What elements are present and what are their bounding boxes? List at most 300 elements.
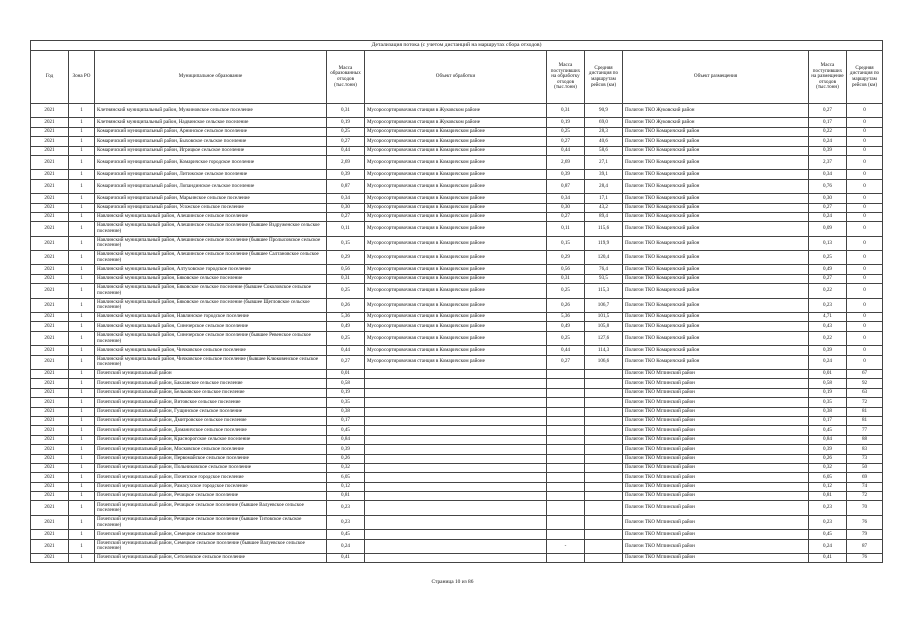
cell-disposal-object: Полигон ТКО Комаричский район xyxy=(623,265,809,274)
cell-municipality: Почепский муниципальный район, Краснорогское сельское поселение xyxy=(95,435,327,444)
cell-avg-distance-disposal: 73 xyxy=(847,454,883,463)
cell-zone: 1 xyxy=(69,127,95,136)
cell-mass-to-processing xyxy=(547,463,585,472)
cell-processing-object: Мусоросортировочная станция в Комаричском районе xyxy=(365,274,547,283)
cell-avg-distance-disposal: 69 xyxy=(847,473,883,482)
cell-disposal-object: Полигон ТКО Мглинский район xyxy=(623,398,809,407)
cell-avg-distance-processing xyxy=(585,482,623,491)
cell-municipality: Почепский муниципальный район, Доманичское сельское поселение xyxy=(95,426,327,435)
cell-avg-distance-disposal: 0 xyxy=(847,104,883,118)
cell-zone: 1 xyxy=(69,539,95,553)
cell-disposal-object: Полигон ТКО Комаричский район xyxy=(623,155,809,169)
cell-mass-to-disposal: 0,24 xyxy=(809,539,847,553)
cell-mass-to-disposal: 0,27 xyxy=(809,104,847,118)
cell-mass-generated: 0,15 xyxy=(327,236,365,250)
cell-disposal-object: Полигон ТКО Комаричский район xyxy=(623,127,809,136)
cell-zone: 1 xyxy=(69,146,95,155)
cell-processing-object xyxy=(365,388,547,397)
cell-avg-distance-processing xyxy=(585,445,623,454)
cell-mass-generated: 0,35 xyxy=(327,398,365,407)
cell-processing-object: Мусоросортировочная станция в Комаричском районе xyxy=(365,284,547,298)
cell-zone: 1 xyxy=(69,369,95,378)
cell-year: 2021 xyxy=(31,454,69,463)
cell-mass-generated: 0,25 xyxy=(327,127,365,136)
cell-zone: 1 xyxy=(69,170,95,179)
cell-avg-distance-disposal: 0 xyxy=(847,118,883,127)
cell-zone: 1 xyxy=(69,501,95,515)
cell-zone: 1 xyxy=(69,155,95,169)
table-row xyxy=(31,388,883,397)
cell-processing-object: Мусоросортировочная станция в Комаричском районе xyxy=(365,155,547,169)
cell-mass-generated: 0,34 xyxy=(327,194,365,203)
cell-disposal-object: Полигон ТКО Комаричский район xyxy=(623,170,809,179)
table-row xyxy=(31,515,883,529)
cell-municipality: Комаричский муниципальный район, Арнинское сельское поселение xyxy=(95,127,327,136)
cell-avg-distance-processing: 120,4 xyxy=(585,251,623,265)
cell-processing-object xyxy=(365,554,547,563)
cell-municipality: Навлинский муниципальный район, Бяковское сельское поселение (бывшее Щегловское сельское поселение) xyxy=(95,298,327,312)
cell-disposal-object: Полигон ТКО Мглинский район xyxy=(623,482,809,491)
cell-mass-to-processing: 0,25 xyxy=(547,127,585,136)
cell-avg-distance-disposal: 76 xyxy=(847,554,883,563)
cell-municipality: Навлинский муниципальный район, Чичковское сельское поселение xyxy=(95,346,327,355)
cell-mass-to-processing: 0,39 xyxy=(547,170,585,179)
cell-mass-generated: 0,27 xyxy=(327,355,365,369)
cell-avg-distance-processing xyxy=(585,435,623,444)
cell-disposal-object: Полигон ТКО Мглинский район xyxy=(623,539,809,553)
cell-zone: 1 xyxy=(69,355,95,369)
table-row xyxy=(31,346,883,355)
cell-mass-to-processing xyxy=(547,416,585,425)
cell-mass-to-disposal: 0,01 xyxy=(809,369,847,378)
cell-disposal-object: Полигон ТКО Мглинский район xyxy=(623,369,809,378)
cell-municipality: Почепский муниципальный район, Сетолевское сельское поселение xyxy=(95,554,327,563)
data-table-page xyxy=(30,40,882,563)
cell-municipality: Навлинский муниципальный район, Чичковское сельское поселение (бывшее Клюковенское сельское поселение) xyxy=(95,355,327,369)
table-row xyxy=(31,473,883,482)
table-row xyxy=(31,203,883,212)
cell-year: 2021 xyxy=(31,222,69,236)
cell-mass-to-processing: 0,56 xyxy=(547,265,585,274)
cell-processing-object: Мусоросортировочная станция в Жуковском районе xyxy=(365,118,547,127)
cell-year: 2021 xyxy=(31,137,69,146)
cell-zone: 1 xyxy=(69,203,95,212)
cell-processing-object: Мусоросортировочная станция в Комаричском районе xyxy=(365,212,547,221)
cell-avg-distance-processing xyxy=(585,554,623,563)
table-row xyxy=(31,170,883,179)
table-row xyxy=(31,251,883,265)
cell-avg-distance-processing: 40,6 xyxy=(585,137,623,146)
cell-year: 2021 xyxy=(31,473,69,482)
cell-mass-generated: 0,87 xyxy=(327,179,365,193)
cell-avg-distance-processing xyxy=(585,426,623,435)
cell-mass-generated: 2,69 xyxy=(327,155,365,169)
cell-mass-generated: 0,25 xyxy=(327,331,365,345)
table-row xyxy=(31,539,883,553)
cell-disposal-object: Полигон ТКО Комаричский район xyxy=(623,355,809,369)
cell-disposal-object: Полигон ТКО Мглинский район xyxy=(623,388,809,397)
cell-municipality: Навлинский муниципальный район, Алешинское сельское поселение (бывшее Пролысовское сельское поселение) xyxy=(95,236,327,250)
cell-processing-object xyxy=(365,473,547,482)
cell-avg-distance-disposal: 0 xyxy=(847,313,883,322)
cell-mass-to-processing: 0,34 xyxy=(547,194,585,203)
cell-avg-distance-processing: 43,2 xyxy=(585,203,623,212)
cell-avg-distance-processing: 69,0 xyxy=(585,118,623,127)
cell-municipality: Навлинский муниципальный район, Алтуховское городское поселение xyxy=(95,265,327,274)
cell-avg-distance-processing xyxy=(585,501,623,515)
table-row xyxy=(31,146,883,155)
cell-year: 2021 xyxy=(31,104,69,118)
cell-mass-to-processing: 0,25 xyxy=(547,284,585,298)
cell-mass-to-processing: 0,27 xyxy=(547,355,585,369)
cell-processing-object: Мусоросортировочная станция в Комаричском районе xyxy=(365,179,547,193)
cell-mass-to-processing xyxy=(547,482,585,491)
cell-processing-object xyxy=(365,539,547,553)
cell-avg-distance-disposal: 0 xyxy=(847,212,883,221)
cell-year: 2021 xyxy=(31,274,69,283)
cell-mass-to-disposal: 0,34 xyxy=(809,170,847,179)
cell-year: 2021 xyxy=(31,118,69,127)
table-row xyxy=(31,104,883,118)
cell-municipality: Навлинский муниципальный район, Алешинское сельское поселение (бывшее Вздруженское сельское поселение) xyxy=(95,222,327,236)
cell-zone: 1 xyxy=(69,346,95,355)
cell-zone: 1 xyxy=(69,222,95,236)
table-row xyxy=(31,501,883,515)
table-row xyxy=(31,426,883,435)
cell-mass-to-processing xyxy=(547,554,585,563)
cell-zone: 1 xyxy=(69,284,95,298)
cell-disposal-object: Полигон ТКО Комаричский район xyxy=(623,137,809,146)
cell-disposal-object: Полигон ТКО Комаричский район xyxy=(623,313,809,322)
cell-mass-to-disposal: 6,05 xyxy=(809,473,847,482)
cell-zone: 1 xyxy=(69,313,95,322)
cell-avg-distance-disposal: 0 xyxy=(847,236,883,250)
header-mass-to-disposal: Масса поступивших на размещение отходов (тыс.тонн) xyxy=(809,51,847,104)
cell-mass-generated: 0,39 xyxy=(327,445,365,454)
table-row xyxy=(31,155,883,169)
cell-zone: 1 xyxy=(69,118,95,127)
cell-avg-distance-disposal: 0 xyxy=(847,298,883,312)
table-body xyxy=(31,104,883,563)
page-number: Страница 10 из 86 xyxy=(431,579,474,585)
header-disposal-object: Объект размещения xyxy=(623,51,809,104)
cell-avg-distance-disposal: 72 xyxy=(847,398,883,407)
cell-mass-generated: 0,49 xyxy=(327,322,365,331)
table-row xyxy=(31,331,883,345)
cell-mass-to-processing xyxy=(547,379,585,388)
table-row xyxy=(31,554,883,563)
cell-disposal-object: Полигон ТКО Жуковский район xyxy=(623,104,809,118)
cell-avg-distance-processing xyxy=(585,515,623,529)
cell-processing-object xyxy=(365,445,547,454)
cell-mass-to-disposal: 0,24 xyxy=(809,355,847,369)
cell-mass-to-processing: 0,11 xyxy=(547,222,585,236)
cell-disposal-object: Полигон ТКО Жуковский район xyxy=(623,118,809,127)
cell-disposal-object: Полигон ТКО Комаричский район xyxy=(623,179,809,193)
table-row xyxy=(31,398,883,407)
cell-processing-object: Мусоросортировочная станция в Комаричском районе xyxy=(365,298,547,312)
cell-municipality: Почепский муниципальный район, Бакланское сельское поселение xyxy=(95,379,327,388)
cell-avg-distance-processing: 90,9 xyxy=(585,104,623,118)
cell-processing-object: Мусоросортировочная станция в Комаричском районе xyxy=(365,146,547,155)
cell-year: 2021 xyxy=(31,265,69,274)
cell-zone: 1 xyxy=(69,398,95,407)
cell-zone: 1 xyxy=(69,212,95,221)
cell-mass-generated: 0,31 xyxy=(327,104,365,118)
cell-zone: 1 xyxy=(69,379,95,388)
cell-year: 2021 xyxy=(31,379,69,388)
cell-mass-to-disposal: 0,76 xyxy=(809,179,847,193)
cell-avg-distance-processing: 106,7 xyxy=(585,298,623,312)
table-row xyxy=(31,435,883,444)
cell-mass-to-disposal: 0,39 xyxy=(809,146,847,155)
cell-mass-generated: 0,25 xyxy=(327,284,365,298)
cell-mass-to-processing: - xyxy=(547,539,585,553)
cell-disposal-object: Полигон ТКО Комаричский район xyxy=(623,298,809,312)
cell-mass-generated: 0,12 xyxy=(327,482,365,491)
cell-municipality: Комаричский муниципальный район, Марьинское сельское поселение xyxy=(95,194,327,203)
cell-processing-object: Мусоросортировочная станция в Жуковском районе xyxy=(365,104,547,118)
cell-year: 2021 xyxy=(31,407,69,416)
cell-disposal-object: Полигон ТКО Комаричский район xyxy=(623,322,809,331)
cell-municipality: Комаричский муниципальный район, Быховское сельское поселение xyxy=(95,137,327,146)
cell-processing-object xyxy=(365,369,547,378)
table-row xyxy=(31,137,883,146)
cell-mass-to-disposal: 0,25 xyxy=(809,251,847,265)
cell-processing-object: Мусоросортировочная станция в Комаричском районе xyxy=(365,331,547,345)
cell-zone: 1 xyxy=(69,492,95,501)
cell-avg-distance-processing: 39,1 xyxy=(585,170,623,179)
cell-mass-generated: 0,26 xyxy=(327,454,365,463)
cell-mass-generated: 0,56 xyxy=(327,265,365,274)
cell-avg-distance-disposal: 88 xyxy=(847,435,883,444)
cell-mass-to-disposal: 0,26 xyxy=(809,454,847,463)
cell-processing-object xyxy=(365,530,547,539)
cell-processing-object xyxy=(365,482,547,491)
cell-disposal-object: Полигон ТКО Мглинский район xyxy=(623,454,809,463)
header-processing-object: Объект обработки xyxy=(365,51,547,104)
cell-mass-to-disposal: 0,39 xyxy=(809,346,847,355)
cell-avg-distance-disposal: 0 xyxy=(847,274,883,283)
cell-mass-generated: 0,81 xyxy=(327,492,365,501)
cell-avg-distance-disposal: 72 xyxy=(847,492,883,501)
cell-zone: 1 xyxy=(69,445,95,454)
cell-zone: 1 xyxy=(69,137,95,146)
table-row xyxy=(31,454,883,463)
cell-avg-distance-disposal: 0 xyxy=(847,194,883,203)
cell-municipality: Почепский муниципальный район, Московское сельское поселение xyxy=(95,445,327,454)
cell-mass-generated: 6,05 xyxy=(327,473,365,482)
cell-mass-to-disposal: 0,22 xyxy=(809,284,847,298)
cell-municipality: Навлинский муниципальный район, Бяковское сельское поселение (бывшее Соколовское сельское поселение) xyxy=(95,284,327,298)
header-mass-generated: Масса образованных отходов (тыс.тонн) xyxy=(327,51,365,104)
cell-year: 2021 xyxy=(31,355,69,369)
cell-municipality: Комаричский муниципальный район, Комаричское городское поселение xyxy=(95,155,327,169)
cell-mass-generated: 0,19 xyxy=(327,118,365,127)
cell-mass-to-disposal: 0,58 xyxy=(809,379,847,388)
cell-avg-distance-disposal: 0 xyxy=(847,265,883,274)
table-row xyxy=(31,179,883,193)
cell-avg-distance-processing: 115,6 xyxy=(585,222,623,236)
cell-avg-distance-processing: 106,6 xyxy=(585,355,623,369)
cell-disposal-object: Полигон ТКО Мглинский район xyxy=(623,530,809,539)
cell-disposal-object: Полигон ТКО Комаричский район xyxy=(623,212,809,221)
cell-zone: 1 xyxy=(69,482,95,491)
table-row xyxy=(31,127,883,136)
cell-avg-distance-disposal: 67 xyxy=(847,369,883,378)
cell-avg-distance-processing: 115,3 xyxy=(585,284,623,298)
cell-avg-distance-processing: 93,5 xyxy=(585,274,623,283)
cell-mass-generated: 0,01 xyxy=(327,369,365,378)
cell-avg-distance-disposal: 0 xyxy=(847,346,883,355)
cell-avg-distance-processing xyxy=(585,369,623,378)
cell-processing-object xyxy=(365,501,547,515)
cell-mass-to-disposal: 0,32 xyxy=(809,463,847,472)
cell-municipality: Почепский муниципальный район, Рамасухское городское поселение xyxy=(95,482,327,491)
cell-avg-distance-processing xyxy=(585,407,623,416)
cell-mass-to-disposal: 4,71 xyxy=(809,313,847,322)
cell-mass-generated: 0,58 xyxy=(327,379,365,388)
cell-year: 2021 xyxy=(31,170,69,179)
table-row xyxy=(31,313,883,322)
cell-avg-distance-disposal: 0 xyxy=(847,322,883,331)
cell-avg-distance-processing: 28,4 xyxy=(585,179,623,193)
cell-mass-to-processing: 0,25 xyxy=(547,331,585,345)
cell-mass-to-disposal: 0,17 xyxy=(809,416,847,425)
cell-mass-to-processing xyxy=(547,407,585,416)
cell-disposal-object: Полигон ТКО Мглинский район xyxy=(623,445,809,454)
cell-mass-to-processing xyxy=(547,501,585,515)
cell-disposal-object: Полигон ТКО Комаричский район xyxy=(623,203,809,212)
cell-mass-generated: 0,30 xyxy=(327,203,365,212)
header-municipality: Муниципальное образование xyxy=(95,51,327,104)
cell-disposal-object: Полигон ТКО Комаричский район xyxy=(623,194,809,203)
cell-mass-to-processing xyxy=(547,435,585,444)
cell-disposal-object: Полигон ТКО Комаричский район xyxy=(623,251,809,265)
table-row xyxy=(31,222,883,236)
cell-municipality: Навлинский муниципальный район, Алешинское сельское поселение xyxy=(95,212,327,221)
cell-year: 2021 xyxy=(31,416,69,425)
cell-processing-object xyxy=(365,454,547,463)
cell-mass-to-disposal: 0,23 xyxy=(809,298,847,312)
cell-processing-object xyxy=(365,463,547,472)
cell-year: 2021 xyxy=(31,298,69,312)
cell-avg-distance-processing xyxy=(585,492,623,501)
cell-avg-distance-processing: 114,3 xyxy=(585,346,623,355)
cell-zone: 1 xyxy=(69,388,95,397)
table-row xyxy=(31,407,883,416)
cell-avg-distance-disposal: 0 xyxy=(847,284,883,298)
cell-year: 2021 xyxy=(31,127,69,136)
cell-mass-generated: 0,29 xyxy=(327,251,365,265)
cell-processing-object xyxy=(365,398,547,407)
cell-municipality: Почепский муниципальный район, Дмитровское сельское поселение xyxy=(95,416,327,425)
cell-year: 2021 xyxy=(31,426,69,435)
cell-mass-to-disposal: 0,23 xyxy=(809,515,847,529)
table-row xyxy=(31,118,883,127)
cell-processing-object xyxy=(365,515,547,529)
cell-year: 2021 xyxy=(31,346,69,355)
cell-mass-to-disposal: 0,38 xyxy=(809,407,847,416)
cell-mass-to-disposal: 0,17 xyxy=(809,118,847,127)
cell-year: 2021 xyxy=(31,194,69,203)
cell-processing-object xyxy=(365,407,547,416)
cell-mass-generated: 0,17 xyxy=(327,416,365,425)
cell-avg-distance-processing: 58,6 xyxy=(585,146,623,155)
cell-municipality: Комаричский муниципальный район, Игрицкое сельское поселение xyxy=(95,146,327,155)
cell-municipality: Почепский муниципальный район, Семецкое сельское поселение (бывшее Валуевское сельское поселение) xyxy=(95,539,327,553)
cell-processing-object xyxy=(365,435,547,444)
cell-mass-to-processing: 0,27 xyxy=(547,137,585,146)
cell-avg-distance-processing xyxy=(585,473,623,482)
cell-avg-distance-processing xyxy=(585,416,623,425)
table-row xyxy=(31,298,883,312)
cell-avg-distance-disposal: 0 xyxy=(847,155,883,169)
cell-zone: 1 xyxy=(69,473,95,482)
cell-zone: 1 xyxy=(69,298,95,312)
cell-zone: 1 xyxy=(69,236,95,250)
cell-avg-distance-processing xyxy=(585,463,623,472)
cell-year: 2021 xyxy=(31,155,69,169)
cell-mass-to-processing: 0,44 xyxy=(547,146,585,155)
table-row xyxy=(31,463,883,472)
cell-year: 2021 xyxy=(31,146,69,155)
cell-mass-to-processing: 0,44 xyxy=(547,346,585,355)
cell-zone: 1 xyxy=(69,515,95,529)
header-mass-to-processing: Масса поступивших на обработку отходов (тыс.тонн) xyxy=(547,51,585,104)
cell-disposal-object: Полигон ТКО Мглинский район xyxy=(623,435,809,444)
cell-year: 2021 xyxy=(31,313,69,322)
cell-mass-to-disposal: 0,24 xyxy=(809,212,847,221)
cell-processing-object xyxy=(365,492,547,501)
cell-processing-object xyxy=(365,379,547,388)
cell-zone: 1 xyxy=(69,179,95,193)
cell-mass-to-disposal: 0,23 xyxy=(809,501,847,515)
cell-mass-generated: 0,41 xyxy=(327,554,365,563)
cell-processing-object: Мусоросортировочная станция в Комаричском районе xyxy=(365,170,547,179)
cell-year: 2021 xyxy=(31,398,69,407)
cell-mass-generated: 0,27 xyxy=(327,137,365,146)
waste-flow-table xyxy=(30,40,883,563)
cell-year: 2021 xyxy=(31,369,69,378)
cell-municipality: Клетнянский муниципальный район, Надвинское сельское поселение xyxy=(95,118,327,127)
cell-mass-generated: 5,36 xyxy=(327,313,365,322)
table-row xyxy=(31,322,883,331)
cell-mass-to-disposal: 0,27 xyxy=(809,203,847,212)
cell-zone: 1 xyxy=(69,274,95,283)
cell-zone: 1 xyxy=(69,331,95,345)
cell-avg-distance-disposal: 76 xyxy=(847,515,883,529)
cell-mass-to-disposal: 0,39 xyxy=(809,445,847,454)
cell-zone: 1 xyxy=(69,426,95,435)
cell-processing-object: Мусоросортировочная станция в Комаричском районе xyxy=(365,222,547,236)
cell-municipality: Навлинский муниципальный район, Синезерское сельское поселение xyxy=(95,322,327,331)
cell-processing-object xyxy=(365,416,547,425)
cell-municipality: Почепский муниципальный район, Семецкое сельское поселение xyxy=(95,530,327,539)
cell-disposal-object: Полигон ТКО Комаричский район xyxy=(623,331,809,345)
cell-mass-to-processing: 0,87 xyxy=(547,179,585,193)
cell-avg-distance-disposal: 77 xyxy=(847,426,883,435)
cell-year: 2021 xyxy=(31,388,69,397)
cell-zone: 1 xyxy=(69,463,95,472)
cell-mass-to-disposal: 0,12 xyxy=(809,482,847,491)
cell-mass-to-processing xyxy=(547,530,585,539)
cell-avg-distance-processing xyxy=(585,530,623,539)
cell-processing-object xyxy=(365,426,547,435)
cell-mass-to-processing xyxy=(547,369,585,378)
cell-avg-distance-disposal: 50 xyxy=(847,463,883,472)
cell-zone: 1 xyxy=(69,265,95,274)
